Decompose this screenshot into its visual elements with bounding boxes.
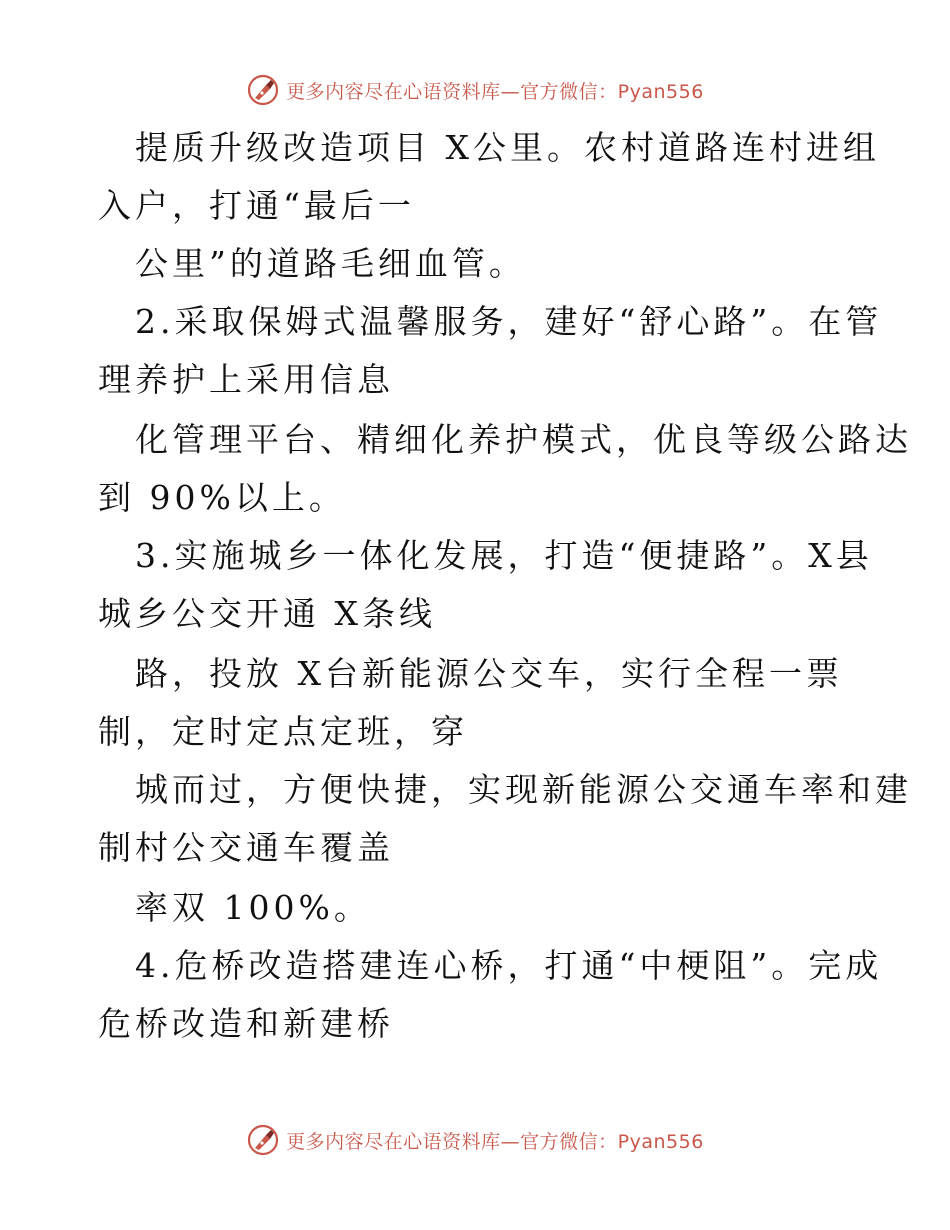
body-line: 公里”的道路毛细血管。 [135,244,526,283]
footer-watermark [0,1120,950,1160]
body-line: 4.危桥改造搭建连心桥，打通“中梗阻”。完成 [135,946,883,985]
body-line: 率双 100%。 [135,888,371,927]
body-line: 化管理平台、精细化养护模式，优良等级公路达 [135,420,912,459]
body-line: 路，投放 X台新能源公交车，实行全程一票 [135,654,843,693]
watermark-text: 更多内容尽在心语资料库—官方微信：Pyan556 [286,1130,704,1153]
body-line: 提质升级改造项目 X公里。农村道路连村进组 [135,128,880,167]
body-line: 制，定时定点定班，穿 [98,712,468,751]
watermark-text: 更多内容尽在心语资料库—官方微信：Pyan556 [286,80,704,103]
body-line: 制村公交通车覆盖 [98,828,394,867]
body-line: 到 90%以上。 [98,478,346,517]
body-line: 2.采取保姆式温馨服务，建好“舒心路”。在管 [135,302,883,341]
body-line: 入户，打通“最后一 [98,186,415,225]
body-line: 城乡公交开通 X条线 [98,594,436,633]
body-line: 危桥改造和新建桥 [98,1004,394,1043]
body-line: 城而过，方便快捷，实现新能源公交通车率和建 [135,770,912,809]
body-line: 3.实施城乡一体化发展，打造“便捷路”。X县 [135,536,873,575]
body-line: 理养护上采用信息 [98,360,394,399]
pen-nib-circle-logo-icon [246,1123,280,1157]
